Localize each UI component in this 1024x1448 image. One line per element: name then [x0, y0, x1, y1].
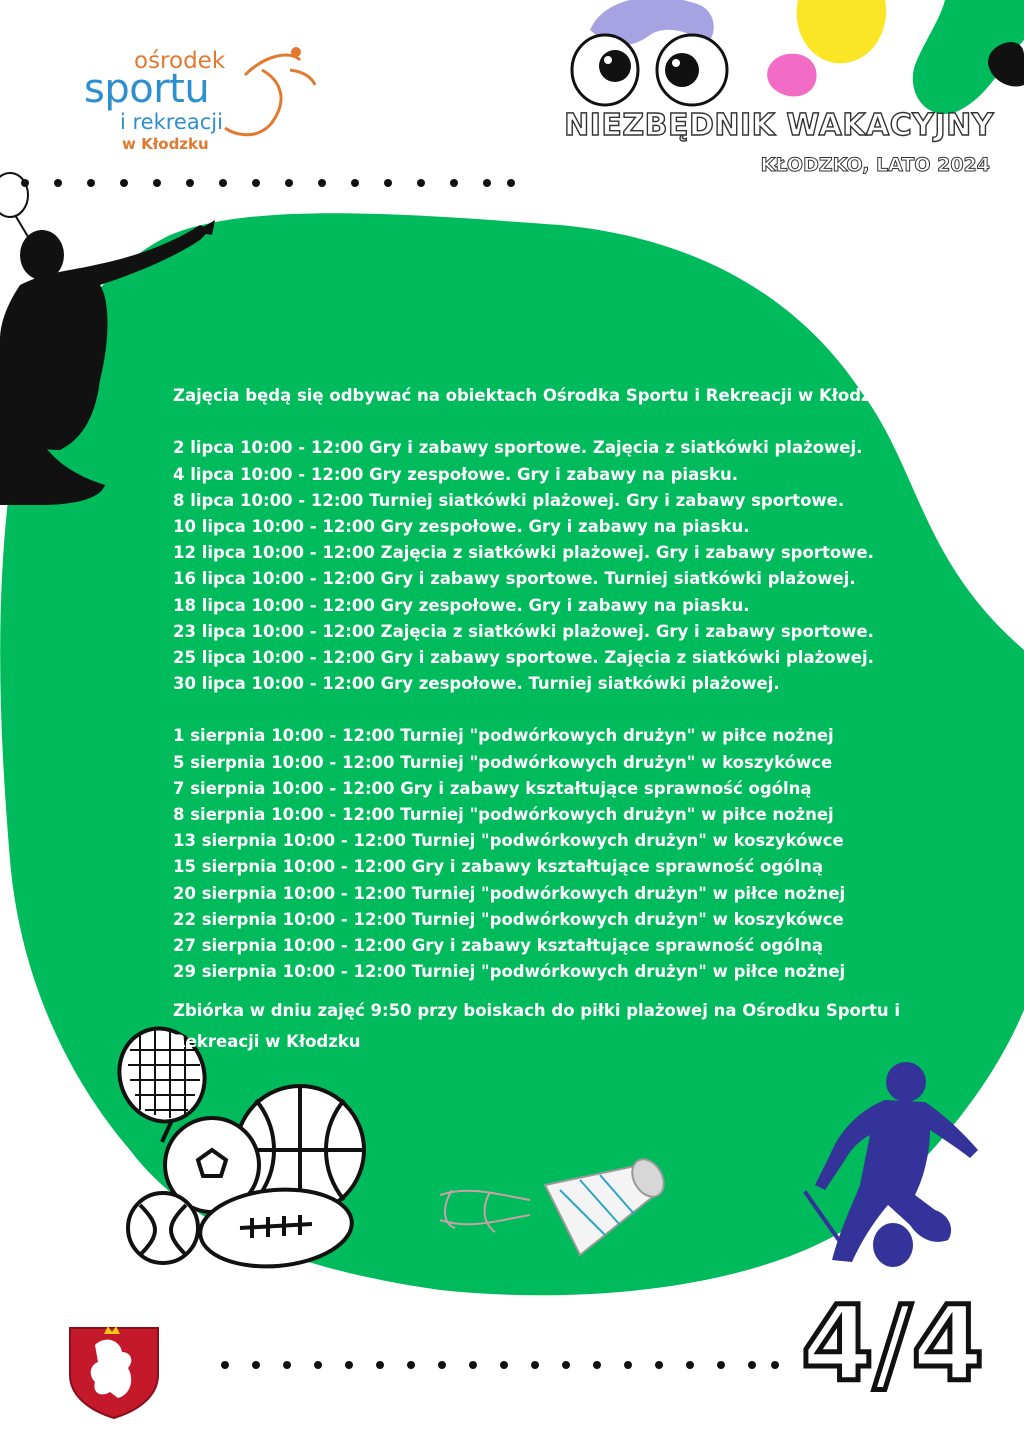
list-item: 16 lipca 10:00 - 12:00 Gry i zabawy sportowe. Turniej siatkówki plażowej. [173, 569, 856, 589]
dotted-line-bottom [221, 1361, 779, 1369]
schedule-intro: Zajęcia będą się odbywać na obiektach Ośrodka Sportu i Rekreacji w Kłodzku: [173, 386, 900, 405]
logo-line-2: sportu [84, 66, 210, 112]
list-item: 10 lipca 10:00 - 12:00 Gry zespołowe. Gry i zabawy na piasku. [173, 516, 750, 536]
list-item: 23 lipca 10:00 - 12:00 Zajęcia z siatkówki plażowej. Gry i zabawy sportowe. [173, 621, 874, 641]
list-item: 30 lipca 10:00 - 12:00 Gry zespołowe. Turniej siatkówki plażowej. [173, 674, 780, 694]
page-number: 4/4 [801, 1283, 984, 1405]
logo-line-3: i rekreacji [120, 110, 223, 134]
july-schedule-list [173, 435, 933, 697]
page-title: NIEZBĘDNIK WAKACYJNY [564, 108, 994, 143]
pink-blob [767, 54, 816, 97]
list-item: 8 lipca 10:00 - 12:00 Turniej siatkówki plażowej. Gry i zabawy sportowe. [173, 490, 845, 510]
cartoon-eyes [572, 35, 727, 105]
osir-logo [84, 48, 324, 153]
coat-of-arms-icon [70, 1326, 158, 1418]
list-item: 15 sierpnia 10:00 - 12:00 Gry i zabawy kształtujące sprawność ogólną [173, 857, 824, 877]
list-item: 18 lipca 10:00 - 12:00 Gry zespołowe. Gry i zabawy na piasku. [173, 595, 750, 615]
logo-line-4: w Kłodzku [122, 135, 209, 153]
page-subtitle: KŁODZKO, LATO 2024 [760, 154, 990, 176]
list-item: 22 sierpnia 10:00 - 12:00 Turniej "podwórkowych drużyn" w koszykówce [173, 909, 844, 929]
list-item: 29 sierpnia 10:00 - 12:00 Turniej "podwórkowych drużyn" w piłce nożnej [173, 962, 846, 982]
list-item: 4 lipca 10:00 - 12:00 Gry zespołowe. Gry i zabawy na piasku. [173, 464, 739, 484]
schedule-content [173, 383, 933, 1057]
yellow-blob [797, 0, 887, 63]
list-item: 2 lipca 10:00 - 12:00 Gry i zabawy sportowe. Zajęcia z siatkówki plażowej. [173, 438, 863, 458]
list-item: 20 sierpnia 10:00 - 12:00 Turniej "podwórkowych drużyn" w piłce nożnej [173, 883, 846, 903]
list-item: 1 sierpnia 10:00 - 12:00 Turniej "podwórkowych drużyn" w piłce nożnej [173, 726, 834, 746]
racket-icon [0, 173, 30, 240]
list-item: 13 sierpnia 10:00 - 12:00 Turniej "podwórkowych drużyn" w koszykówce [173, 831, 844, 851]
meeting-note: Zbiórka w dniu zajęć 9:50 przy boiskach do piłki plażowej na Ośrodku Sportu i Rekreacji w Kłodzku [173, 1001, 901, 1052]
list-item: 8 sierpnia 10:00 - 12:00 Turniej "podwórkowych drużyn" w piłce nożnej [173, 805, 834, 824]
list-item: 25 lipca 10:00 - 12:00 Gry i zabawy sportowe. Zajęcia z siatkówki plażowej. [173, 647, 874, 667]
list-item: 5 sierpnia 10:00 - 12:00 Turniej "podwórkowych drużyn" w koszykówce [173, 752, 833, 772]
august-schedule-list [173, 723, 933, 985]
dotted-line-top [21, 179, 515, 187]
list-item: 12 lipca 10:00 - 12:00 Zajęcia z siatkówki plażowej. Gry i zabawy sportowe. [173, 543, 874, 563]
list-item: 7 sierpnia 10:00 - 12:00 Gry i zabawy kształtujące sprawność ogólną [173, 778, 812, 798]
list-item: 27 sierpnia 10:00 - 12:00 Gry i zabawy kształtujące sprawność ogólną [173, 935, 824, 955]
logo-line-1: ośrodek [134, 48, 226, 74]
